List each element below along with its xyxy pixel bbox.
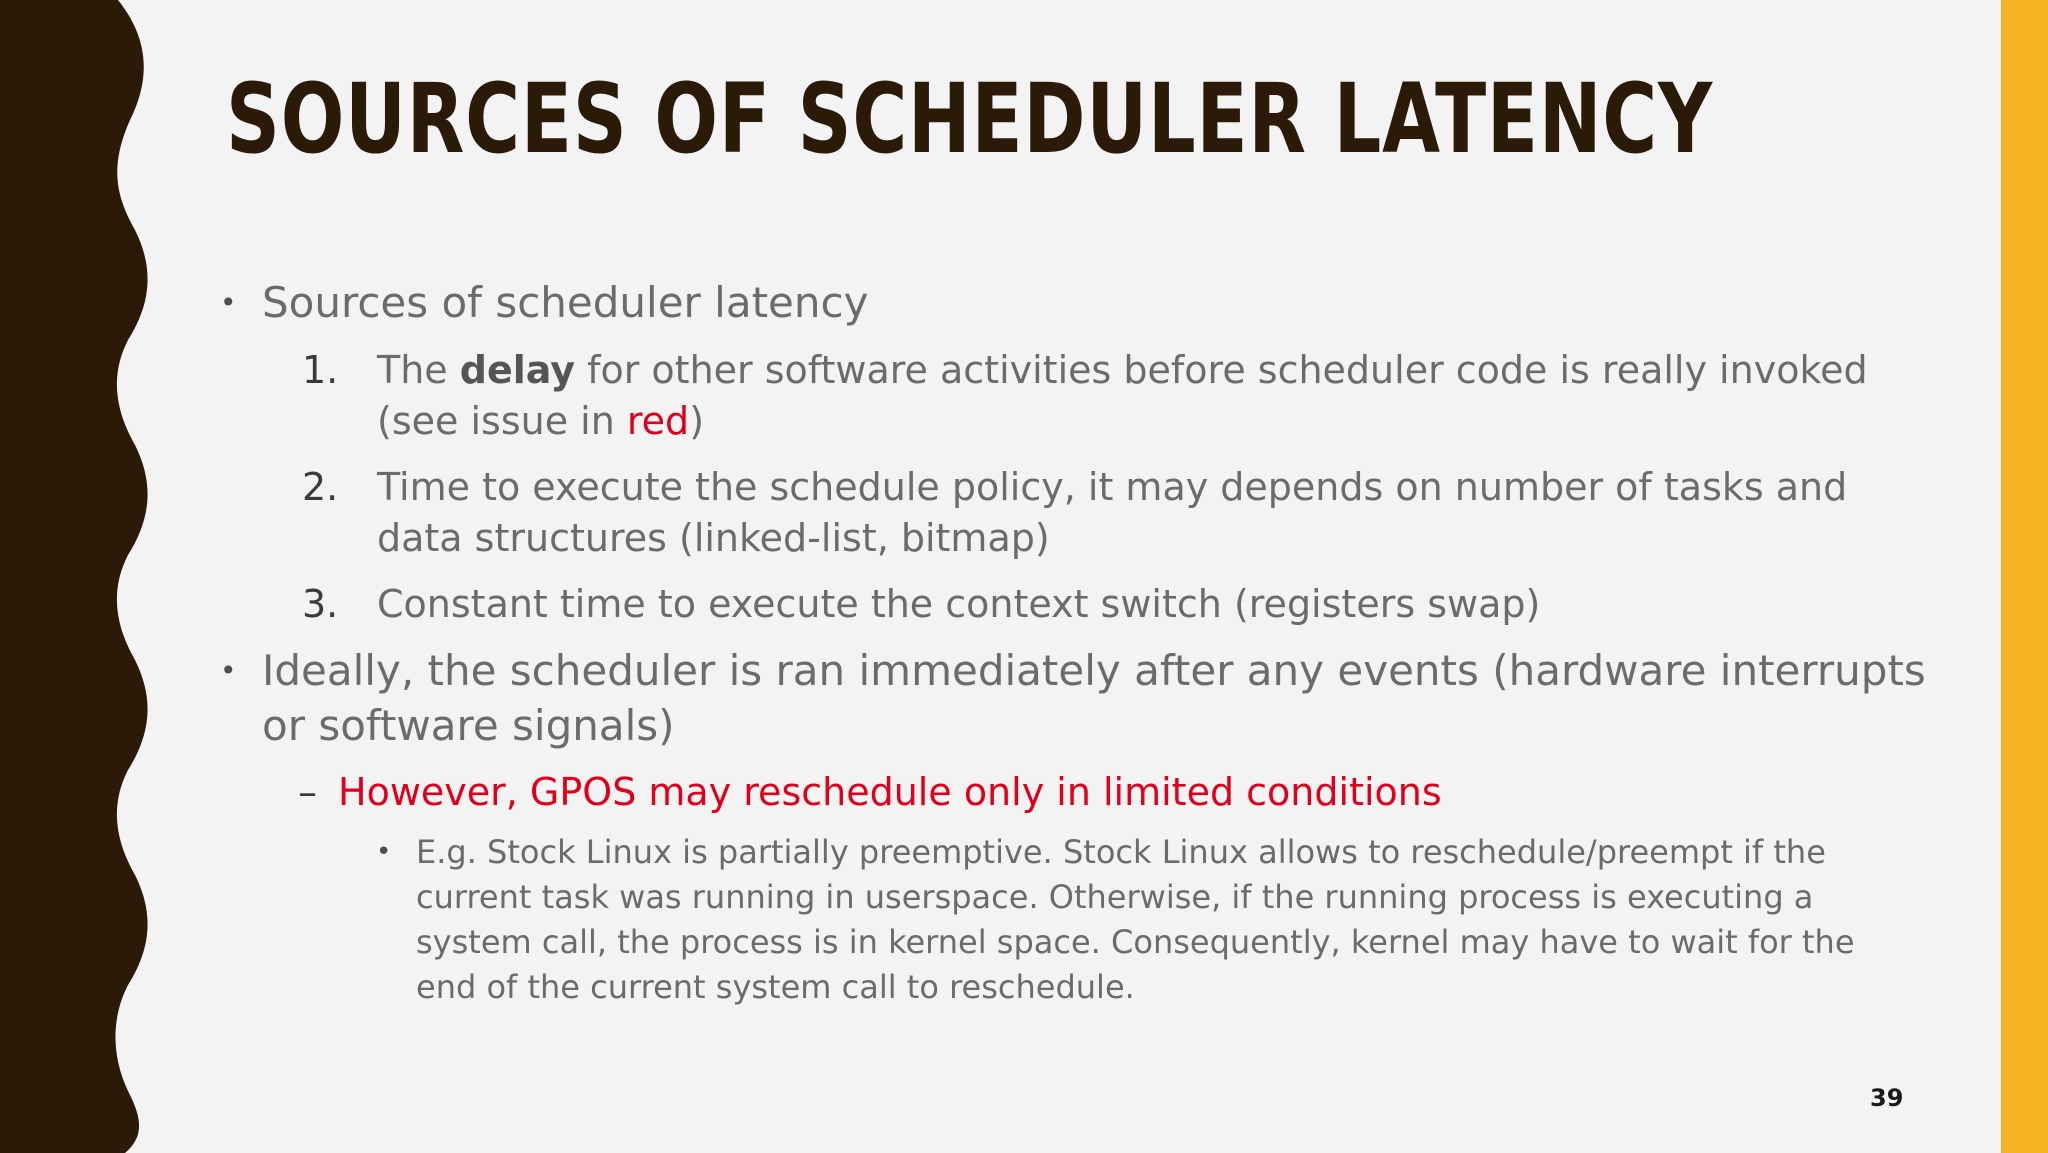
- item-number: 3.: [302, 582, 339, 626]
- numbered-list: [220, 345, 1920, 630]
- bullet-text: Sources of scheduler latency: [262, 278, 869, 327]
- item-number: 2.: [302, 465, 339, 509]
- bullet-marker: •: [220, 286, 237, 319]
- bullet-marker: •: [376, 837, 392, 867]
- numbered-item-1: [220, 345, 1877, 447]
- dash-marker: –: [298, 770, 317, 814]
- bullet-text: Ideally, the scheduler is ran immediately after any events (hardware interrupts or software signals): [262, 646, 1926, 750]
- left-wave-band: [0, 0, 160, 1153]
- item-text: Time to execute the schedule policy, it may depends on number of tasks and data structures (linked-list, bitmap): [377, 465, 1848, 560]
- bullet-ideally: [220, 643, 1952, 753]
- numbered-item-2: [220, 462, 1877, 564]
- right-accent-stripe: [2001, 0, 2048, 1153]
- sub-bullet-text: However, GPOS may reschedule only in limited conditions: [338, 770, 1442, 814]
- item-text-post: for other software activities before scheduler code is really invoked (see issue in: [377, 348, 1868, 443]
- item-text-red: red: [626, 399, 690, 443]
- sub-bullet-gpos: [220, 767, 1920, 818]
- page-number: 39: [1870, 1084, 1904, 1112]
- item-text-close: ): [689, 399, 705, 443]
- item-number: 1.: [302, 348, 339, 392]
- item-text: Constant time to execute the context switch (registers swap): [377, 582, 1541, 626]
- detail-text: E.g. Stock Linux is partially preemptive. Stock Linux allows to reschedule/preempt if the current task was running in userspace. Otherwise, if the running process is executing a system call, the process is in kernel space. Consequently, kernel may have to wait for the end of the current system call to reschedule.: [416, 833, 1855, 1006]
- item-text-pre: The: [377, 348, 460, 392]
- slide-body: [220, 275, 1926, 1010]
- slide-title: SOURCES OF SCHEDULER LATENCY: [226, 63, 1714, 175]
- detail-bullet: [220, 830, 1916, 1010]
- item-text-bold: delay: [459, 348, 576, 392]
- bullet-marker: •: [220, 654, 237, 687]
- numbered-item-3: [220, 579, 1877, 630]
- bullet-sources: [220, 275, 1920, 331]
